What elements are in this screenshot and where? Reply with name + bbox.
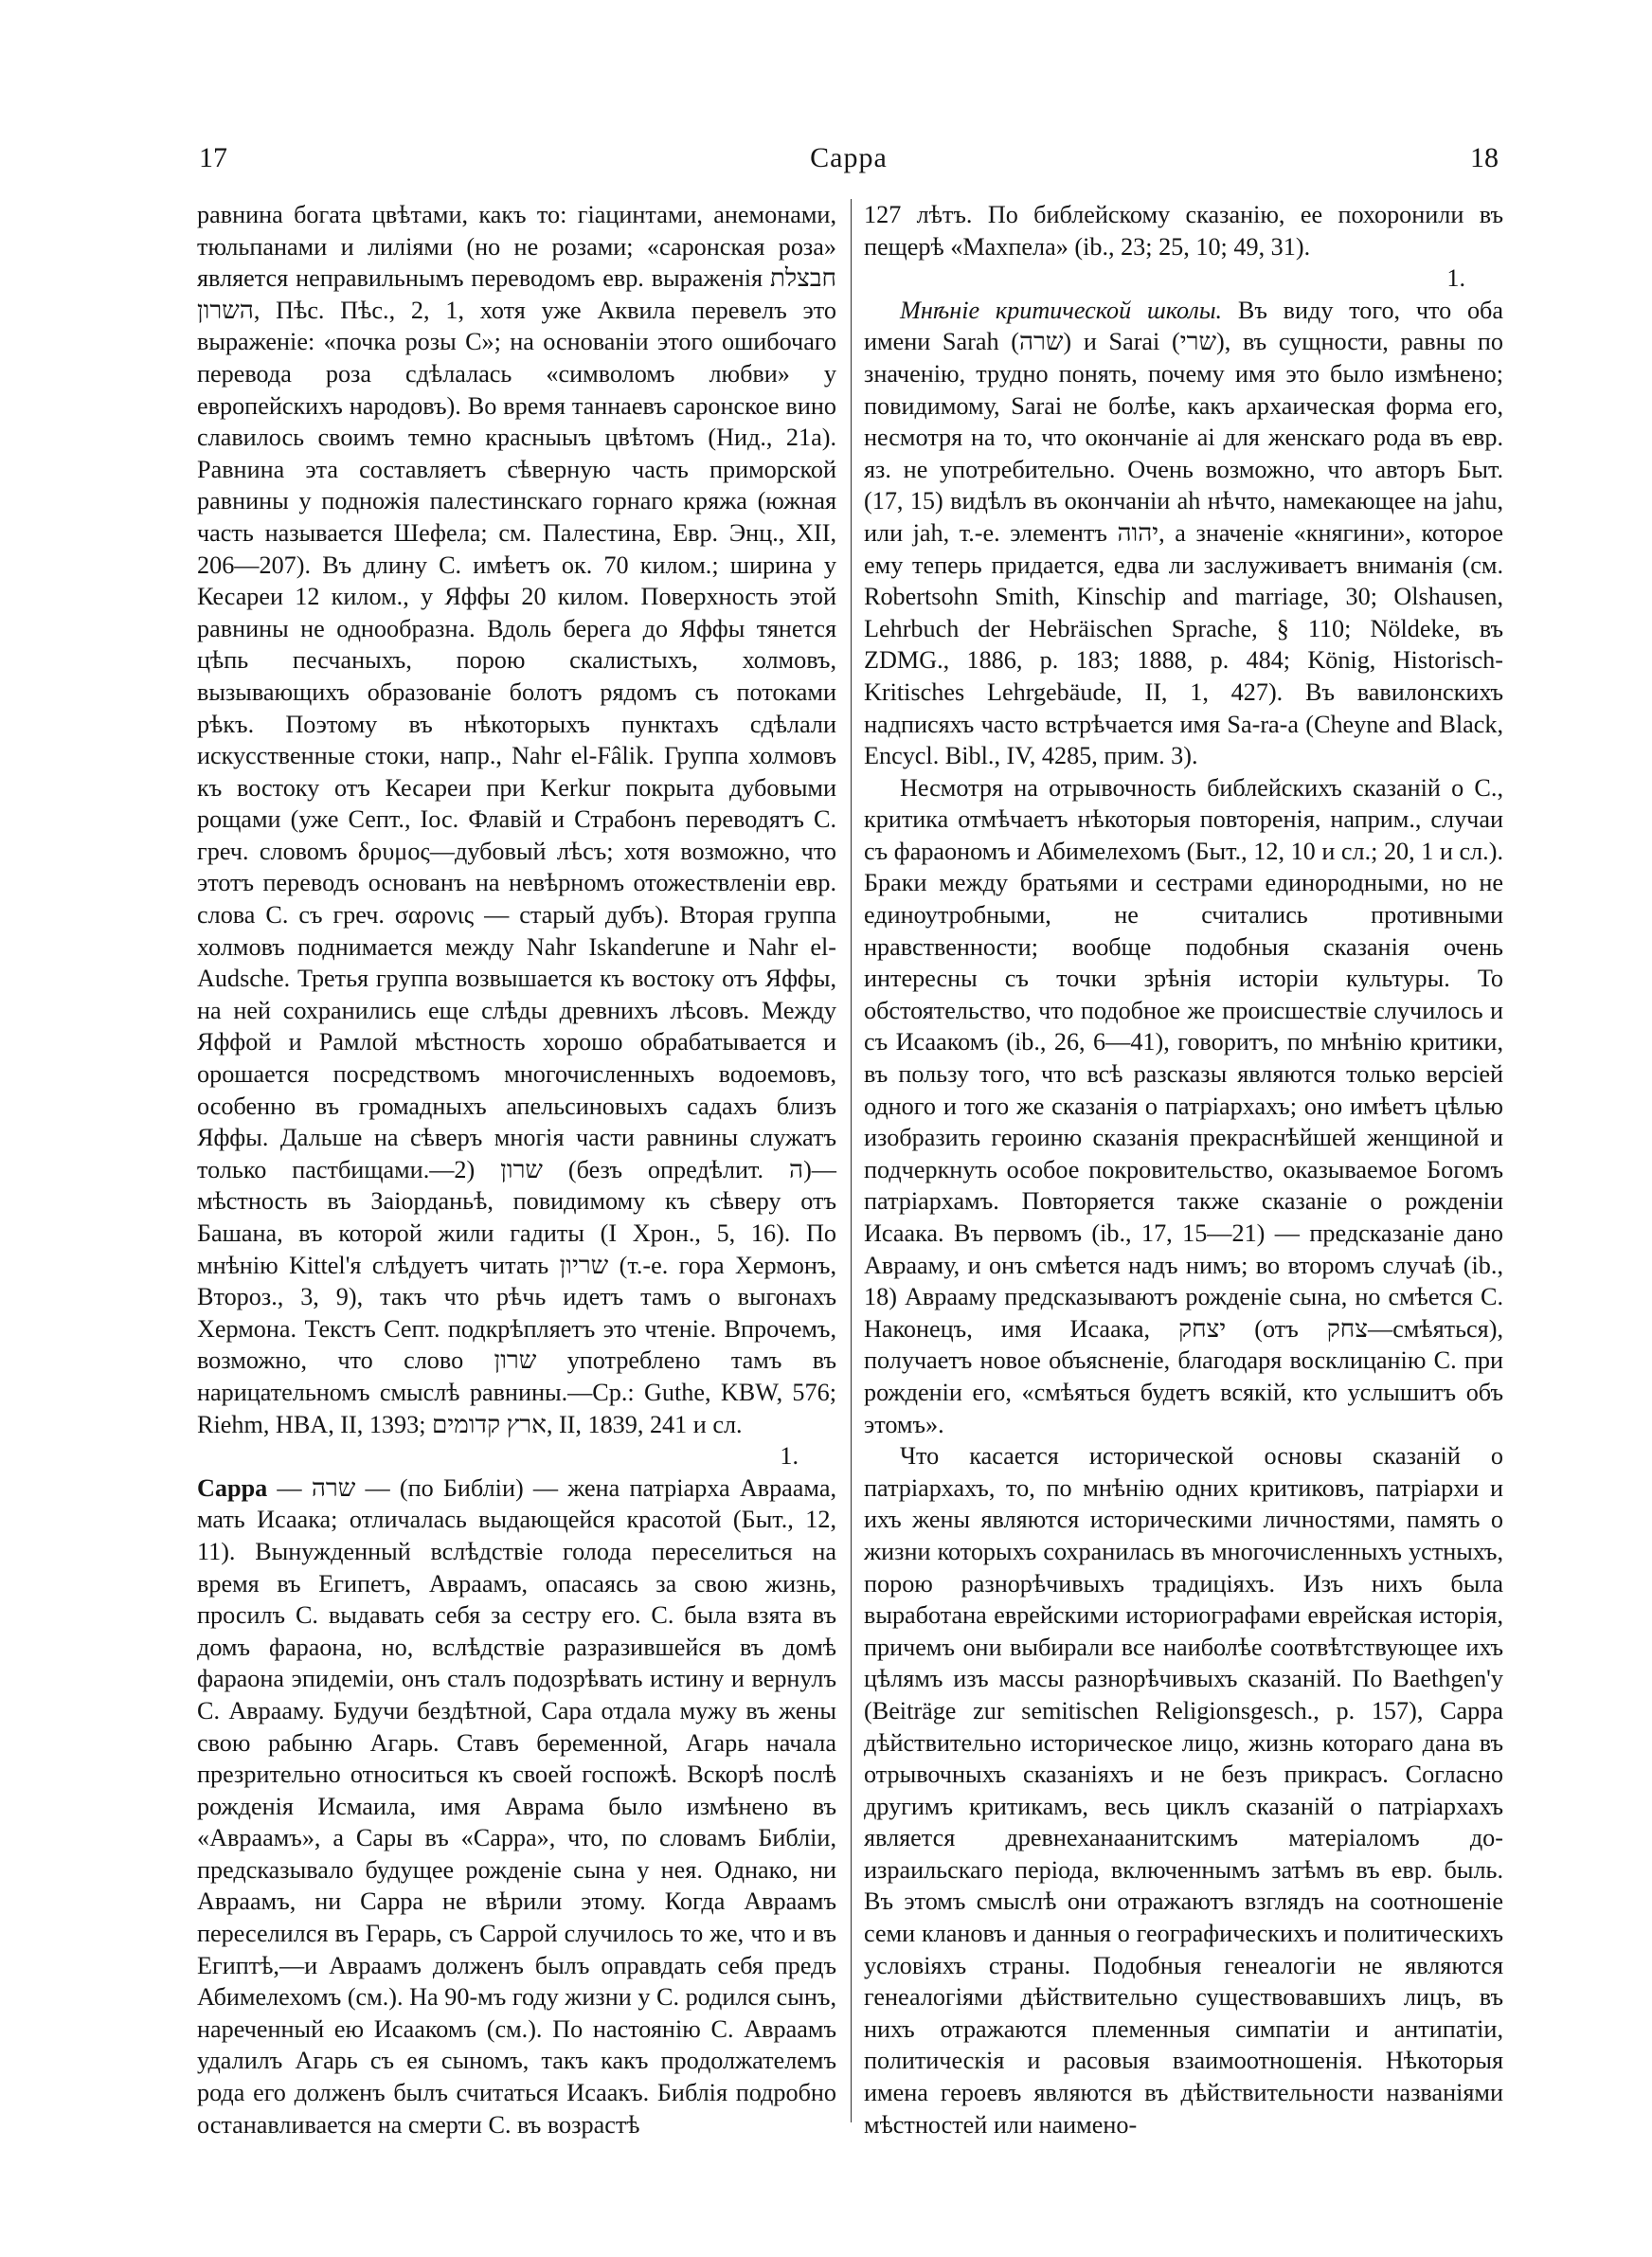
critical-school-paragraph	[864, 295, 1503, 772]
burial-paragraph	[864, 199, 1503, 262]
running-title: Сарра	[810, 142, 888, 173]
page-number-left: 17	[199, 142, 227, 173]
critical-school-text: Въ виду того, что оба имени Sarah (שרה) и Sarai (שרי), въ сущности, равны по значенію, трудно понять, почему имя это было измѣнено; повидимому, Sarai не болѣе, какъ архаическая форма его, несмотря на то, что окончаніе ai для женскаго рода въ евр. яз. не употребительно. Очень возможно, что авторъ Быт. (17, 15) видѣлъ въ окончаніи ah нѣчто, намекающее на jahu, или jah, т.-е. элементъ יהוה, а значеніе «княгини», которое ему теперь придается, едва ли заслуживаетъ вниманія (см. Robertsohn Smith, Kinschip and marriage, 30; Olshausen, Lehrbuch der Hebräischen Sprache, § 110; Nöldeke, въ ZDMG., 1886, p. 183; 1888, p. 484; König, Historisch-Kritisches Lehrgebäude, II, 1, 427). Въ вавилонскихъ надписяхъ часто встрѣчается имя Sa-ra-a (Cheyne and Black, Encycl. Bibl., IV, 4285, прим. 3).	[864, 296, 1504, 770]
critical-school-heading: Мнѣніе критической школы.	[900, 296, 1223, 324]
page-number-right: 18	[1470, 142, 1499, 173]
author-mark: 1.	[780, 1442, 799, 1471]
right-column	[864, 199, 1503, 2140]
historical-basis-paragraph: Что касается исторической основы сказаній о патріархахъ, то, по мнѣнію одних критиковъ, патріархи и ихъ жены являются историческими личностями, память о жизни которыхъ сохранилась въ многочисленныхъ устныхъ, порою разнорѣчивыхъ традиціяхъ. Изъ нихъ была выработана еврейскими историографами еврейская исторія, причемъ они выбирали все наиболѣе соотвѣтствующее ихъ цѣлямъ изъ массы разнорѣчивыхъ сказаній. По Baethgen'у (Beiträge zur semitischen Religionsgesch., p. 157), Сарра дѣйствительно историческое лицо, жизнь котораго дана въ отрывочныхъ сказаніяхъ и не безъ прикрасъ. Согласно другимъ критикамъ, весь циклъ сказаній о патріархахъ является древнеханаанитскимъ матеріаломъ до-израильскаго періода, включеннымъ затѣмъ въ евр. быль. Въ этомъ смыслѣ они отражаютъ взглядъ на соотношеніе семи клановъ и данныя о географическихъ и политическихъ условіяхъ страны. Подобныя генеалогіи не являются генеалогіями дѣйствительно существовавшихъ лицъ, въ нихъ отражаются племенныя симпатіи и антипатіи, политическія и расовыя взаимоотношенія. Нѣкоторыя имена героевъ являются въ дѣйствительности названіями мѣстностей или наимено-	[864, 1442, 1503, 2139]
repetitions-paragraph: Несмотря на отрывочность библейскихъ сказаній о С., критика отмѣчаетъ нѣкоторыя повторенія, наприм., случаи съ фараономъ и Абимелехомъ (Быт., 12, 10 и сл.; 20, 1 и сл.). Браки между братьями и сестрами единородными, но не единоутробными, не считались противными нравственности; вообще подобныя сказанія очень интересны съ точки зрѣнія исторіи культуры. То обстоятельство, что подобное же происшествіе случилось и съ Исаакомъ (ib., 26, 6—41), говоритъ, по мнѣнію критики, въ пользу того, что всѣ разсказы являются только версіей одного и того же сказанія о патріархахъ; оно имѣетъ цѣлью изобразить героиню сказанія прекраснѣйшей женщиной и подчеркнуть особое покровительство, оказываемое Богомъ патріархамъ. Повторяется также сказаніе о рожденіи Исаака. Въ первомъ (ib., 17, 15—21) — предсказаніе дано Аврааму, и онъ смѣется надъ нимъ; во второмъ случаѣ (ib., 18) Аврааму предсказываютъ рожденіе сына, но смѣется С. Наконецъ, имя Исаака, יצחק (отъ צחק—смѣяться), получаетъ новое объясненіе, благодаря восклицанію С. при рожденіи его, «смѣяться будетъ всякій, кто услышитъ объ этомъ».	[864, 773, 1503, 1438]
author-mark: 1.	[1446, 264, 1465, 293]
column-divider	[851, 199, 852, 2122]
burial-text: 127 лѣтъ. По библейскому сказанію, ее похоронили въ пещерѣ «Махпела» (ib., 23; 25, 10; 49, 31).	[864, 201, 1503, 261]
article-continuation-paragraph: равнина богата цвѣтами, какъ то: гіацинтами, анемонами, тюльпанами и лиліями (но не розами; «саронская роза» является неправильнымъ переводомъ евр. выраженія חבצלת השרון, Пѣс. Пѣс., 2, 1, хотя уже Аквила перевелъ это выраженіе: «почка розы С»; на основаніи этого ошибочаго перевода роза сдѣлалась «символомъ любви» у европейскихъ народовъ). Во время таннаевъ саронское вино славилось своимъ темно красныыъ цвѣтомъ (Нид., 21a). Равнина эта составляетъ сѣверную часть приморской равнины у подножія палестинскаго горнаго кряжа (южная часть называется Шефела; см. Палестина, Евр. Энц., XII, 206—207). Въ длину С. имѣетъ ок. 70 килом.; ширина у Кесареи 12 килом., у Яффы 20 килом. Поверхность этой равнины не однообразна. Вдоль берега до Яффы тянется цѣпь песчаныхъ, порою скалистыхъ, холмовъ, вызывающихъ образованіе болотъ рядомъ съ потоками рѣкъ. Поэтому въ нѣкоторыхъ пунктахъ сдѣлали искусственные стоки, напр., Nahr el-Fâlik. Группа холмовъ къ востоку отъ Кесареи при Kerkur покрыта дубовыми рощами (уже Септ., Іос. Флавій и Страбонъ переводятъ С. греч. словомъ δρυμος—дубовый лѣсъ; хотя возможно, что этотъ переводъ основанъ на невѣрномъ отожествленіи евр. слова С. съ греч. σαρονις — старый дубъ). Вторая группа холмовъ поднимается между Nahr Iskanderune и Nahr el-Audsche. Третья группа возвышается къ востоку отъ Яффы, на ней сохранились еще слѣды древнихъ лѣсовъ. Между Яффой и Рамлой мѣстность хорошо обрабатывается и орошается посредствомъ многочисленныхъ водоемовъ, особенно въ громадныхъ апельсиновыхъ садахъ близъ Яффы. Дальше на сѣверъ многія части равнины служатъ только пастбищами.—2) שרון (безъ опредѣлит. ה)—мѣстность въ Заіорданьѣ, повидимому къ сѣверу отъ Башана, въ которой жили гадиты (I Хрон., 5, 16). По мнѣнію Kittel'я слѣдуетъ читать שריון (т.-е. гора Хермонъ, Второз., 3, 9), такъ что рѣчь идетъ тамъ о выгонахъ Хермона. Текстъ Септ. подкрѣпляетъ это чтеніе. Впрочемъ, возможно, что слово שרון употреблено тамъ въ нарицательномъ смыслѣ равнины.—Ср.: Guthe, KBW, 576; Riehm, HBA, II, 1393; ארץ קדומים, II, 1839, 241 и сл.	[197, 201, 836, 1438]
article-title-sarra: Сарра	[197, 1473, 268, 1502]
article-sarra-paragraph	[197, 1472, 836, 2140]
article-sarra-text: — שרה — (по Библіи) — жена патріарха Авраама, мать Исаака; отличалась выдающейся красотой (Быт., 12, 11). Вынужденный вслѣдствіе голода переселиться на время въ Египетъ, Авраамъ, опасаясь за свою жизнь, просилъ С. выдавать себя за сестру его. С. была взята въ домъ фараона, но, вслѣдствіе разразившейся въ домѣ фараона эпидеміи, онъ сталъ подозрѣвать истину и вернулъ С. Аврааму. Будучи бездѣтной, Сара отдала мужу въ жены свою рабыню Агарь. Ставъ беременной, Агарь начала презрительно относиться къ своей госпожѣ. Вскорѣ послѣ рожденія Исмаила, имя Аврама было измѣнено въ «Авраамъ», а Сары въ «Сарра», что, по словамъ Библіи, предсказывало будущее рожденіе сына у нея. Однако, ни Авраамъ, ни Сарра не вѣрили этому. Когда Авраамъ переселился въ Герарь, съ Саррой случилось то же, что и въ Египтѣ,—и Авраамъ долженъ былъ оправдать себя предъ Абимелехомъ (см.). На 90-мъ году жизни у С. родился сынъ, нареченный ею Исаакомъ (см.). По настоянію С. Авраамъ удалилъ Агарь съ ея сыномъ, такъ какъ продолжателемъ рода его долженъ былъ считаться Исаакъ. Библія подробно останавливается на смерти С. въ возрастѣ	[197, 1473, 836, 2139]
running-header	[199, 142, 1499, 180]
left-column	[197, 199, 836, 2140]
